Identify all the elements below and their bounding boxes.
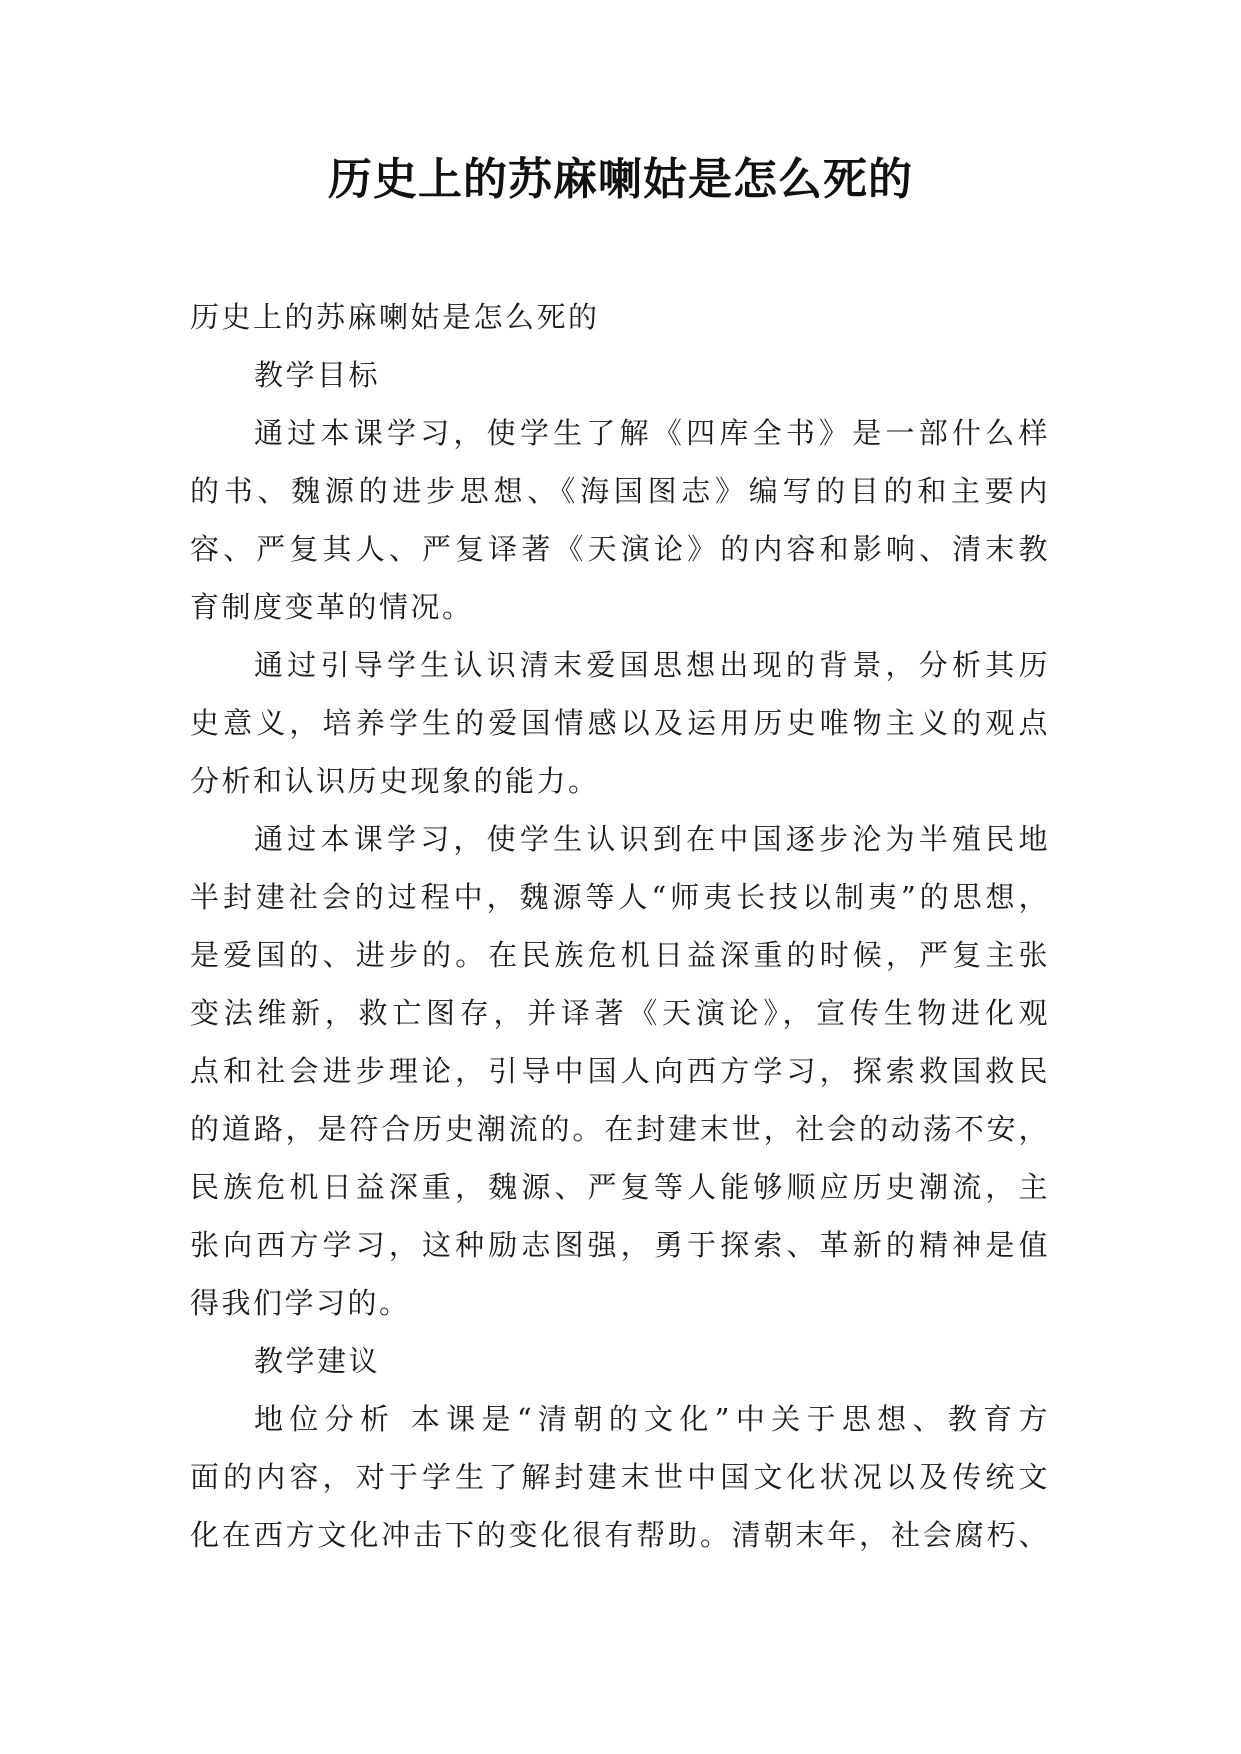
body-line: 点和社会进步理论，引导中国人向西方学习，探索救国救民 bbox=[190, 1054, 1050, 1088]
body-line: 半封建社会的过程中，魏源等人“师夷长技以制夷”的思想， bbox=[190, 880, 1050, 914]
body-line: 通过本课学习，使学生认识到在中国逐步沦为半殖民地 bbox=[254, 822, 1050, 856]
section-heading-teaching-goals: 教学目标 bbox=[254, 358, 381, 392]
document-title: 历史上的苏麻喇姑是怎么死的 bbox=[328, 154, 913, 205]
section-heading-teaching-suggestions: 教学建议 bbox=[254, 1344, 381, 1378]
document-body bbox=[190, 288, 1050, 1564]
body-line: 是爱国的、进步的。在民族危机日益深重的时候，严复主张 bbox=[190, 938, 1050, 972]
body-line: 通过本课学习，使学生了解《四库全书》是一部什么样 bbox=[254, 416, 1050, 450]
body-line: 容、严复其人、严复译著《天演论》的内容和影响、清末教 bbox=[190, 532, 1050, 566]
body-line: 民族危机日益深重，魏源、严复等人能够顺应历史潮流，主 bbox=[190, 1170, 1050, 1204]
body-line: 张向西方学习，这种励志图强，勇于探索、革新的精神是值 bbox=[190, 1228, 1050, 1262]
body-line: 的道路，是符合历史潮流的。在封建末世，社会的动荡不安， bbox=[190, 1112, 1050, 1146]
body-line-heading: 历史上的苏麻喇姑是怎么死的 bbox=[190, 300, 600, 334]
body-line: 地位分析 本课是“清朝的文化”中关于思想、教育方 bbox=[254, 1402, 1050, 1436]
body-line: 史意义，培养学生的爱国情感以及运用历史唯物主义的观点 bbox=[190, 706, 1050, 740]
body-line: 得我们学习的。 bbox=[190, 1286, 411, 1320]
body-line: 分析和认识历史现象的能力。 bbox=[190, 764, 600, 798]
body-line: 化在西方文化冲击下的变化很有帮助。清朝末年，社会腐朽、 bbox=[190, 1518, 1050, 1552]
body-line: 面的内容，对于学生了解封建末世中国文化状况以及传统文 bbox=[190, 1460, 1050, 1494]
body-line: 变法维新，救亡图存，并译著《天演论》，宣传生物进化观 bbox=[190, 996, 1050, 1030]
body-line: 育制度变革的情况。 bbox=[190, 590, 474, 624]
body-line: 的书、魏源的进步思想、《海国图志》编写的目的和主要内 bbox=[190, 474, 1050, 508]
body-line: 通过引导学生认识清末爱国思想出现的背景，分析其历 bbox=[254, 648, 1050, 682]
